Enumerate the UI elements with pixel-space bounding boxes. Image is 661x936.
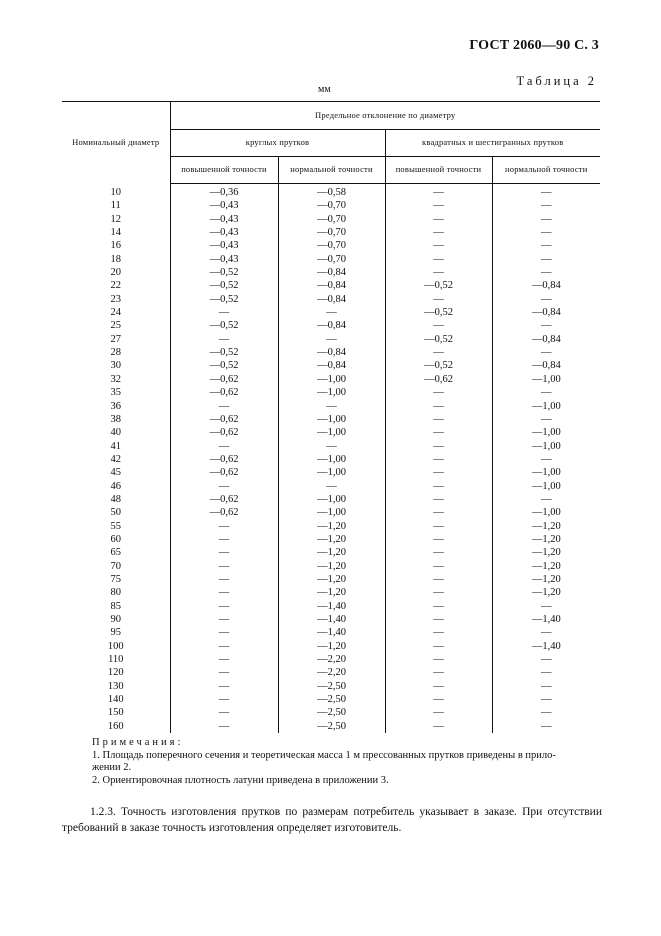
cell-nominal: 100 (107, 640, 124, 652)
table-row (62, 386, 600, 399)
cell-square-high: — (385, 184, 492, 200)
cell-square-normal: — (492, 386, 600, 399)
cell-square-normal: —1,20 (492, 573, 600, 586)
table-row (62, 720, 600, 733)
cell-square-high: — (385, 626, 492, 639)
cell-square-normal: —0,84 (492, 359, 600, 372)
cell-nominal: 130 (107, 680, 124, 692)
table-row (62, 520, 600, 533)
cell-square-normal: —1,00 (492, 506, 600, 519)
cell-round-high: —0,62 (170, 493, 278, 506)
table-row (62, 546, 600, 559)
cell-round-normal: — (278, 306, 385, 319)
cell-square-high: —0,62 (385, 373, 492, 386)
cell-nominal: 32 (110, 373, 121, 385)
cell-round-normal: —1,00 (278, 466, 385, 479)
cell-square-high: — (385, 226, 492, 239)
cell-square-high: — (385, 653, 492, 666)
cell-square-high: — (385, 213, 492, 226)
table-row (62, 586, 600, 599)
cell-round-high: —0,36 (170, 184, 278, 200)
table-row (62, 613, 600, 626)
table-row (62, 626, 600, 639)
cell-nominal: 75 (110, 573, 121, 585)
cell-nominal: 14 (110, 227, 121, 239)
cell-square-normal: — (492, 226, 600, 239)
cell-round-high: —0,52 (170, 266, 278, 279)
cell-nominal: 50 (110, 507, 121, 519)
table-row (62, 573, 600, 586)
cell-round-high: —0,43 (170, 226, 278, 239)
cell-square-high: — (385, 413, 492, 426)
cell-square-high: — (385, 613, 492, 626)
cell-square-high: — (385, 386, 492, 399)
cell-square-high: — (385, 706, 492, 719)
table-row (62, 184, 600, 200)
cell-nominal: 38 (110, 413, 121, 425)
cell-round-normal: —1,40 (278, 626, 385, 639)
cell-nominal: 48 (110, 493, 121, 505)
cell-square-high: —0,52 (385, 359, 492, 372)
paragraph-1-2-3: 1.2.3. Точность изготовления прутков по размерам потребитель указывает в заказе. При отсутствии требований в заказе точность изготовления определяет изготовитель. (62, 805, 602, 834)
table-row (62, 440, 600, 453)
cell-square-high: — (385, 253, 492, 266)
cell-round-high: —0,62 (170, 506, 278, 519)
table-row (62, 706, 600, 719)
cell-round-high: — (170, 573, 278, 586)
table-row (62, 346, 600, 359)
table-row (62, 359, 600, 372)
cell-round-normal: —1,00 (278, 453, 385, 466)
table-row (62, 493, 600, 506)
cell-square-normal: — (492, 266, 600, 279)
cell-round-high: —0,62 (170, 413, 278, 426)
cell-nominal: 24 (110, 307, 121, 319)
cell-nominal: 45 (110, 467, 121, 479)
cell-nominal: 90 (110, 614, 121, 625)
cell-square-normal: —1,20 (492, 533, 600, 546)
cell-square-high: — (385, 239, 492, 252)
cell-nominal: 60 (110, 533, 121, 545)
cell-nominal: 27 (110, 333, 121, 345)
cell-round-high: — (170, 680, 278, 693)
header-deviation: Предельное отклонение по диаметру (170, 102, 600, 130)
table-row (62, 693, 600, 706)
cell-round-normal: —0,70 (278, 253, 385, 266)
cell-square-normal: —1,00 (492, 480, 600, 493)
cell-round-high: — (170, 706, 278, 719)
tolerance-table (62, 101, 600, 733)
header-square-hex-bars: квадратных и шестигранных прутков (385, 130, 600, 157)
cell-square-normal: —1,00 (492, 373, 600, 386)
cell-square-normal: —1,20 (492, 546, 600, 559)
cell-square-normal: — (492, 453, 600, 466)
table-row (62, 306, 600, 319)
cell-round-high: — (170, 333, 278, 346)
cell-nominal: 65 (110, 547, 121, 559)
cell-round-normal: — (278, 440, 385, 453)
cell-round-high: —0,43 (170, 213, 278, 226)
cell-square-high: —0,52 (385, 333, 492, 346)
table-row (62, 560, 600, 573)
cell-round-high: —0,62 (170, 386, 278, 399)
table-row (62, 293, 600, 306)
cell-square-high: — (385, 319, 492, 332)
header-square-normal: нормальной точности (492, 157, 600, 184)
cell-round-high: — (170, 560, 278, 573)
cell-round-normal: —0,70 (278, 199, 385, 212)
cell-square-high: — (385, 666, 492, 679)
cell-round-normal: —1,00 (278, 386, 385, 399)
note-2: 2. Ориентировочная плотность латуни приведена в приложении 3. (92, 774, 389, 786)
table-row (62, 373, 600, 386)
table-row (62, 199, 600, 212)
cell-nominal: 41 (110, 440, 121, 452)
cell-square-normal: — (492, 653, 600, 666)
cell-square-normal: —1,20 (492, 560, 600, 573)
cell-round-normal: — (278, 333, 385, 346)
table-row (62, 653, 600, 666)
table-row (62, 453, 600, 466)
table-row (62, 253, 600, 266)
cell-square-normal: —1,00 (492, 426, 600, 439)
cell-square-high: — (385, 293, 492, 306)
cell-nominal: 23 (110, 293, 121, 305)
cell-nominal: 150 (107, 707, 124, 719)
cell-square-high: —0,52 (385, 306, 492, 319)
units-label: мм (318, 84, 331, 95)
cell-round-high: —0,52 (170, 279, 278, 292)
cell-nominal: 12 (110, 213, 121, 225)
cell-round-high: — (170, 546, 278, 559)
cell-nominal: 80 (110, 587, 121, 599)
header-square-high: повышенной точности (385, 157, 492, 184)
table-row (62, 266, 600, 279)
cell-round-normal: — (278, 480, 385, 493)
cell-round-high: — (170, 693, 278, 706)
cell-round-normal: —0,84 (278, 266, 385, 279)
cell-round-high: — (170, 653, 278, 666)
cell-nominal: 55 (110, 520, 121, 532)
cell-round-high: — (170, 400, 278, 413)
cell-round-high: —0,62 (170, 426, 278, 439)
cell-square-normal: — (492, 184, 600, 200)
cell-square-high: — (385, 480, 492, 493)
header-round-normal: нормальной точности (278, 157, 385, 184)
table-row (62, 239, 600, 252)
cell-square-normal: — (492, 680, 600, 693)
table-caption: Таблица 2 (516, 74, 597, 88)
cell-round-normal: —1,00 (278, 493, 385, 506)
cell-nominal: 42 (110, 453, 121, 465)
cell-nominal: 16 (110, 240, 121, 252)
cell-nominal: 46 (110, 480, 121, 492)
cell-round-high: — (170, 480, 278, 493)
cell-square-normal: — (492, 239, 600, 252)
cell-square-normal: —1,00 (492, 440, 600, 453)
cell-square-normal: —0,84 (492, 333, 600, 346)
notes-title: Примечания: (92, 737, 184, 748)
header-round-high: повышенной точности (170, 157, 278, 184)
cell-round-normal: —1,20 (278, 546, 385, 559)
table-row (62, 640, 600, 653)
cell-square-normal: — (492, 693, 600, 706)
cell-square-high: — (385, 546, 492, 559)
table-row (62, 480, 600, 493)
cell-square-high: — (385, 640, 492, 653)
cell-round-high: — (170, 533, 278, 546)
cell-round-normal: —0,58 (278, 184, 385, 200)
table-row (62, 600, 600, 613)
cell-square-normal: — (492, 626, 600, 639)
cell-square-high: — (385, 440, 492, 453)
cell-round-normal: —2,50 (278, 720, 385, 733)
table-row (62, 666, 600, 679)
cell-square-normal: —1,40 (492, 613, 600, 626)
cell-square-high: — (385, 453, 492, 466)
table-body (62, 184, 600, 734)
cell-round-normal: —2,20 (278, 653, 385, 666)
page-header: ГОСТ 2060—90 С. 3 (469, 38, 599, 53)
cell-round-high: — (170, 520, 278, 533)
cell-square-high: — (385, 533, 492, 546)
table-row (62, 466, 600, 479)
cell-round-high: —0,62 (170, 453, 278, 466)
cell-square-high: — (385, 266, 492, 279)
cell-round-high: —0,62 (170, 466, 278, 479)
table-row (62, 333, 600, 346)
notes (92, 737, 602, 787)
cell-round-normal: —1,20 (278, 640, 385, 653)
cell-round-normal: —2,50 (278, 706, 385, 719)
cell-nominal: 36 (110, 400, 121, 412)
cell-round-high: — (170, 666, 278, 679)
cell-round-normal: —0,70 (278, 226, 385, 239)
cell-round-normal: —2,20 (278, 666, 385, 679)
cell-nominal: 28 (110, 347, 121, 359)
cell-nominal: 160 (107, 720, 124, 732)
cell-round-normal: —1,20 (278, 533, 385, 546)
cell-nominal: 110 (108, 654, 124, 666)
cell-square-normal: —1,20 (492, 520, 600, 533)
cell-square-normal: —1,00 (492, 400, 600, 413)
cell-round-high: —0,62 (170, 373, 278, 386)
cell-square-normal: —1,20 (492, 586, 600, 599)
cell-round-normal: —1,20 (278, 520, 385, 533)
cell-round-normal: —0,84 (278, 346, 385, 359)
cell-square-normal: —0,84 (492, 306, 600, 319)
cell-square-normal: — (492, 720, 600, 733)
cell-square-high: — (385, 493, 492, 506)
cell-round-high: —0,52 (170, 293, 278, 306)
cell-round-normal: —0,84 (278, 279, 385, 292)
cell-round-normal: —2,50 (278, 680, 385, 693)
table-row (62, 413, 600, 426)
table-row (62, 213, 600, 226)
header-nominal-diameter: Номинальный диаметр (72, 137, 160, 148)
cell-square-high: — (385, 506, 492, 519)
cell-nominal: 20 (110, 267, 121, 279)
cell-round-normal: —1,40 (278, 613, 385, 626)
cell-square-normal: — (492, 293, 600, 306)
cell-round-high: —0,52 (170, 346, 278, 359)
cell-round-high: —0,52 (170, 319, 278, 332)
cell-round-high: —0,43 (170, 239, 278, 252)
cell-round-high: — (170, 600, 278, 613)
cell-round-normal: —2,50 (278, 693, 385, 706)
cell-square-high: — (385, 720, 492, 733)
cell-square-high: — (385, 573, 492, 586)
cell-round-normal: —0,70 (278, 239, 385, 252)
cell-nominal: 30 (110, 360, 121, 372)
cell-round-high: — (170, 626, 278, 639)
cell-round-high: —0,52 (170, 359, 278, 372)
cell-square-high: — (385, 693, 492, 706)
cell-square-normal: —0,84 (492, 279, 600, 292)
table-row (62, 680, 600, 693)
cell-round-normal: —1,20 (278, 560, 385, 573)
cell-square-normal: — (492, 199, 600, 212)
cell-square-high: — (385, 600, 492, 613)
cell-nominal: 70 (110, 560, 121, 572)
cell-square-normal: —1,00 (492, 466, 600, 479)
cell-square-high: — (385, 560, 492, 573)
cell-nominal: 18 (110, 253, 121, 265)
cell-round-normal: —1,20 (278, 573, 385, 586)
cell-round-normal: —1,40 (278, 600, 385, 613)
cell-round-normal: —1,00 (278, 413, 385, 426)
cell-square-high: — (385, 400, 492, 413)
cell-nominal: 140 (107, 694, 124, 706)
cell-square-normal: — (492, 600, 600, 613)
cell-square-normal: — (492, 319, 600, 332)
cell-square-high: — (385, 426, 492, 439)
table-row (62, 426, 600, 439)
cell-nominal: 40 (110, 427, 121, 439)
cell-nominal: 10 (110, 186, 121, 198)
cell-round-high: —0,43 (170, 199, 278, 212)
cell-square-normal: — (492, 413, 600, 426)
cell-round-normal: —1,00 (278, 373, 385, 386)
cell-square-normal: —1,40 (492, 640, 600, 653)
cell-round-high: — (170, 306, 278, 319)
cell-nominal: 25 (110, 320, 121, 332)
cell-round-high: — (170, 440, 278, 453)
table-row (62, 226, 600, 239)
cell-square-normal: — (492, 493, 600, 506)
table-row (62, 319, 600, 332)
cell-nominal: 120 (107, 667, 124, 679)
cell-square-high: — (385, 680, 492, 693)
cell-round-normal: —0,84 (278, 293, 385, 306)
cell-square-high: — (385, 199, 492, 212)
table-row (62, 506, 600, 519)
cell-nominal: 35 (110, 387, 121, 399)
cell-round-high: —0,43 (170, 253, 278, 266)
cell-round-high: — (170, 720, 278, 733)
cell-square-high: — (385, 520, 492, 533)
cell-square-normal: — (492, 666, 600, 679)
cell-round-normal: —0,84 (278, 359, 385, 372)
table-row (62, 400, 600, 413)
table-row (62, 279, 600, 292)
cell-nominal: 22 (110, 280, 121, 292)
cell-round-normal: —0,70 (278, 213, 385, 226)
cell-square-normal: — (492, 213, 600, 226)
cell-square-normal: — (492, 706, 600, 719)
cell-square-normal: — (492, 253, 600, 266)
cell-nominal: 85 (110, 600, 121, 612)
note-1-line-2: жении 2. (92, 762, 132, 773)
cell-round-normal: —1,00 (278, 506, 385, 519)
cell-round-high: — (170, 640, 278, 653)
cell-round-high: — (170, 586, 278, 599)
cell-round-high: — (170, 613, 278, 626)
cell-nominal: 95 (110, 627, 121, 639)
cell-round-normal: —1,00 (278, 426, 385, 439)
cell-square-high: — (385, 466, 492, 479)
table-row (62, 533, 600, 546)
cell-square-high: — (385, 586, 492, 599)
cell-square-high: —0,52 (385, 279, 492, 292)
cell-round-normal: — (278, 400, 385, 413)
note-1-line-1: 1. Площадь поперечного сечения и теоретическая масса 1 м прессованных прутков приведены в прило- (92, 749, 556, 761)
cell-square-normal: — (492, 346, 600, 359)
cell-square-high: — (385, 346, 492, 359)
cell-nominal: 11 (110, 200, 121, 212)
cell-round-normal: —1,20 (278, 586, 385, 599)
cell-round-normal: —0,84 (278, 319, 385, 332)
header-round-bars: круглых прутков (170, 130, 385, 157)
